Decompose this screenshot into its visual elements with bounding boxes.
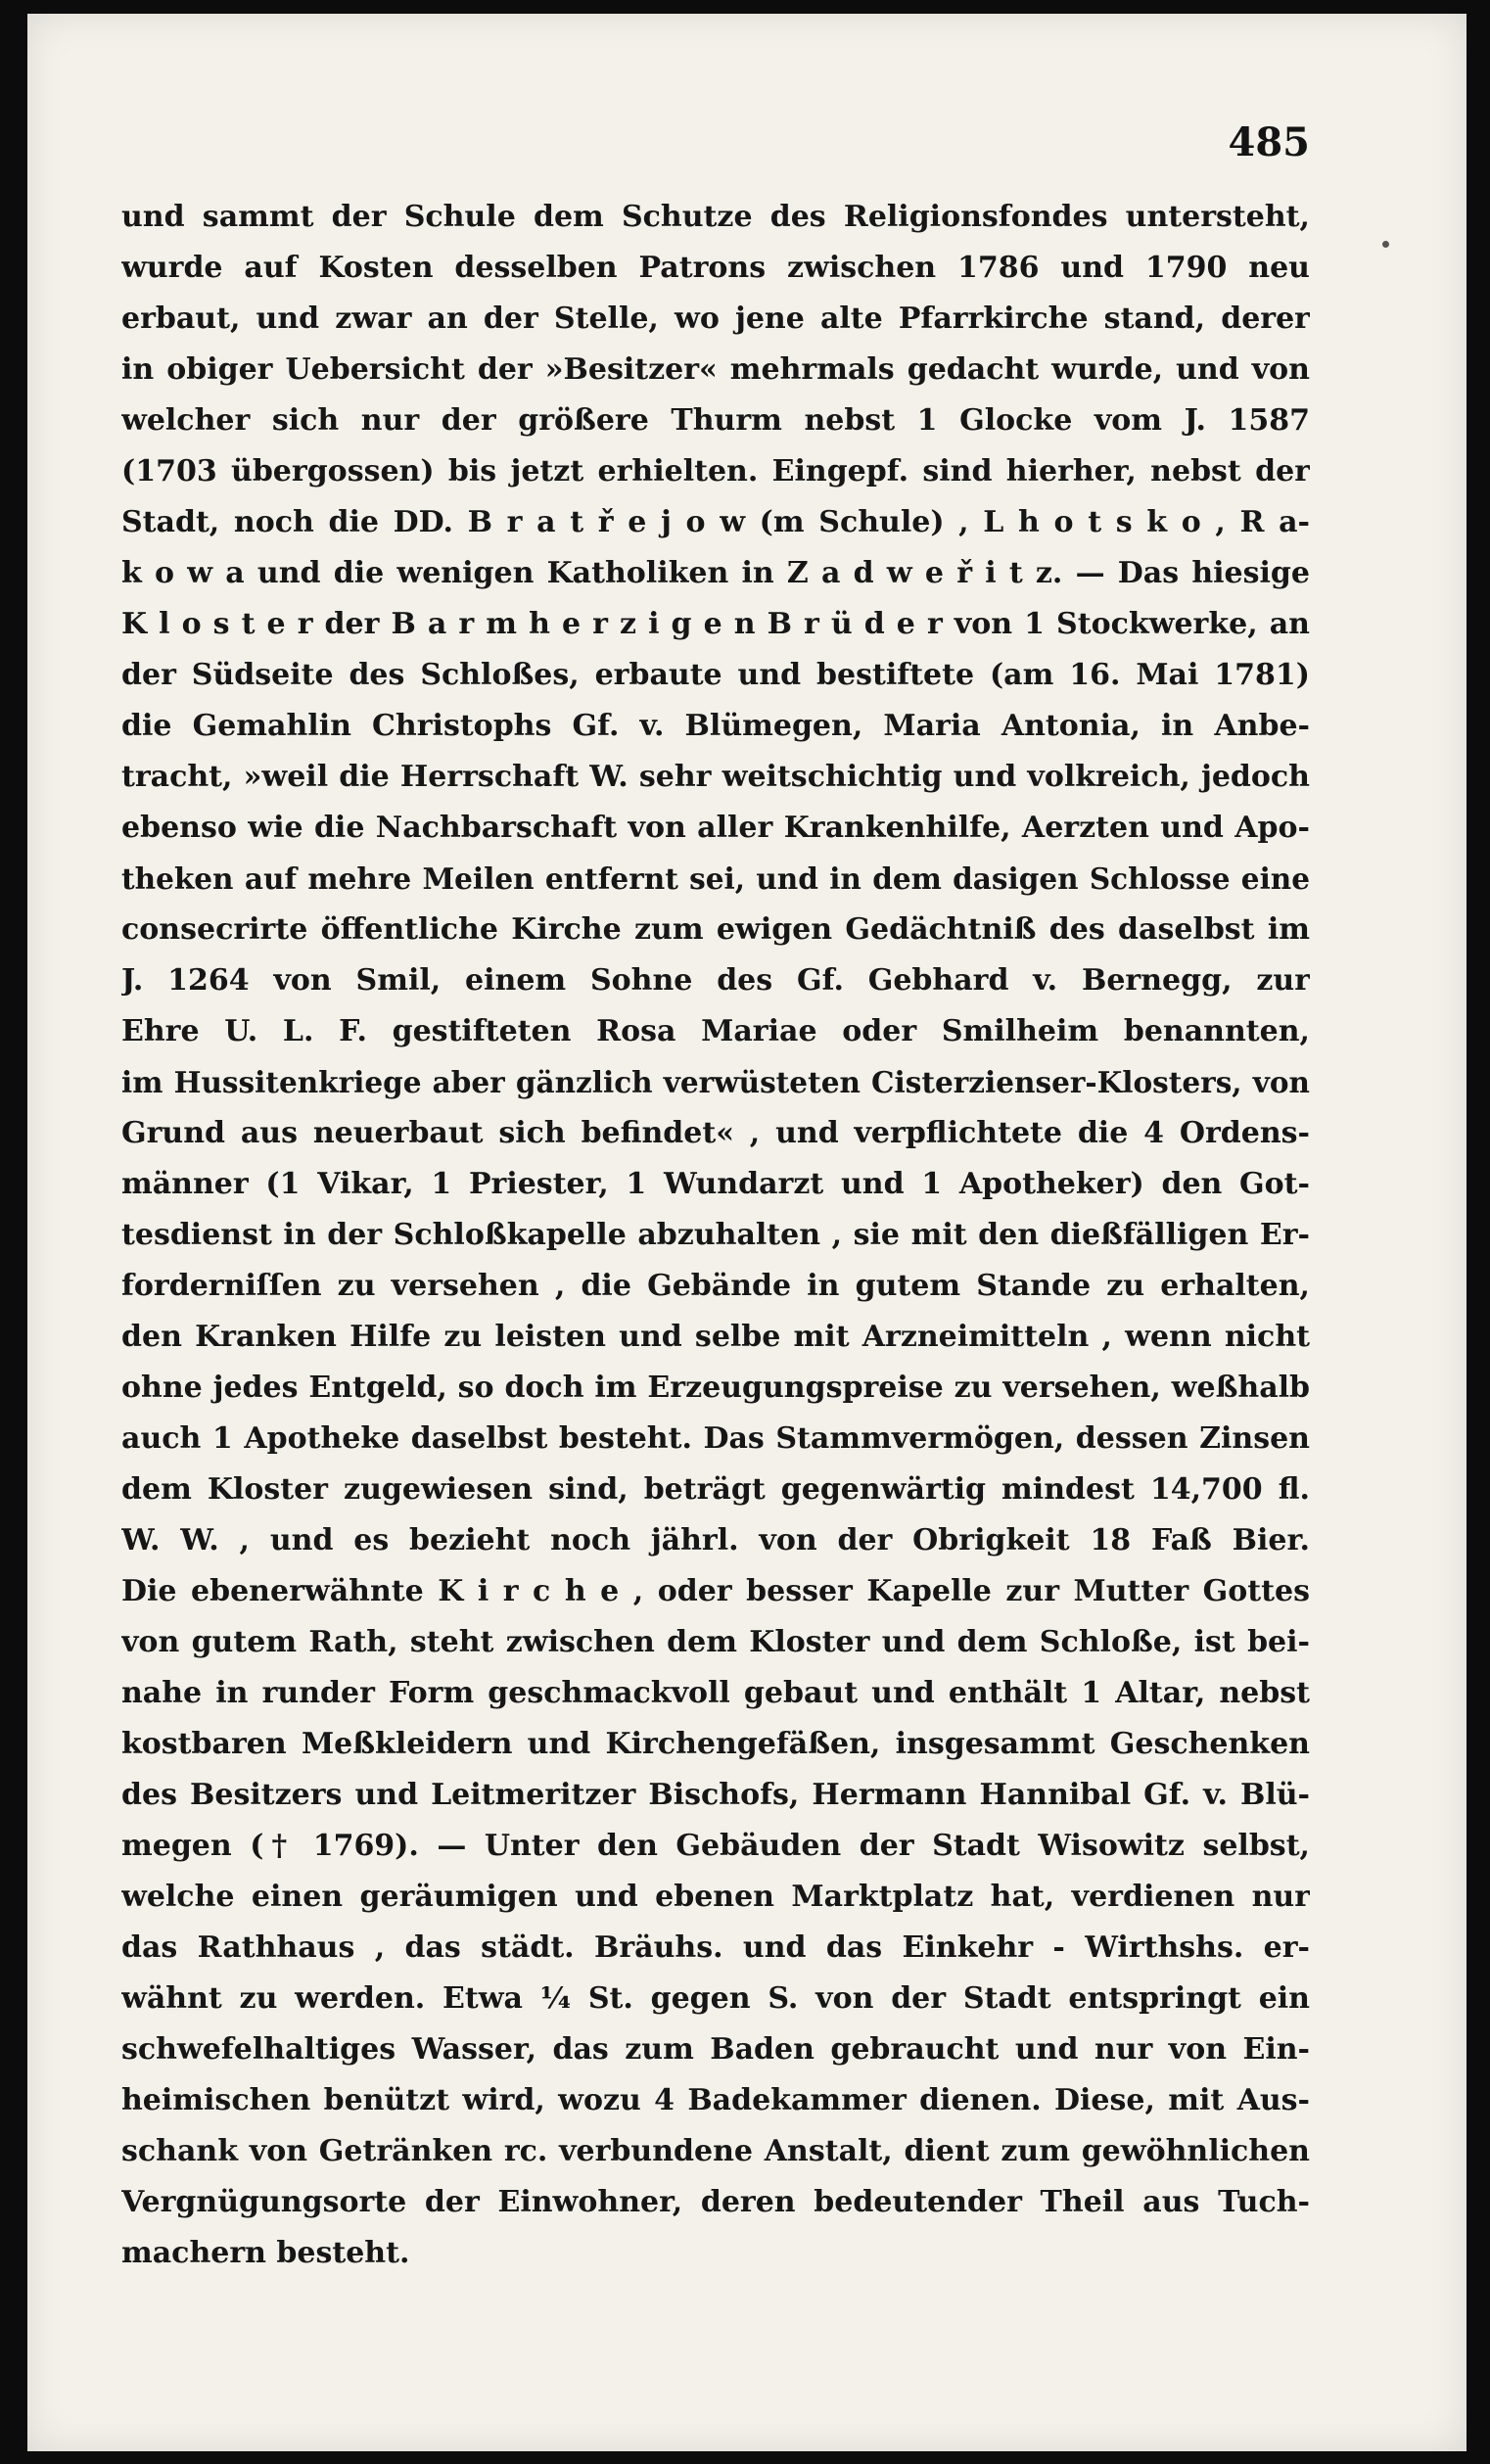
text-line: Vergnügungsorte der Einwohner, deren bedeutender Theil aus Tuch- <box>121 2185 1310 2219</box>
text-line: J. 1264 von Smil, einem Sohne des Gf. Gebhard v. Bernegg, zur <box>121 963 1310 998</box>
text-line: Ehre U. L. F. gestifteten Rosa Mariae oder Smilheim benannten, <box>121 1014 1310 1048</box>
text-line: das Rathhaus , das städt. Bräuhs. und das Einkehr - Wirthshs. er- <box>121 1930 1310 1965</box>
text-line: k o w a und die wenigen Katholiken in Z a d w e ř i t z. — Das hiesige <box>121 556 1310 590</box>
text-line: Stadt, noch die DD. B r a t ř e j o w (m Schule) , L h o t s k o , R a- <box>121 505 1310 539</box>
text-line: männer (1 Vikar, 1 Priester, 1 Wundarzt und 1 Apotheker) den Got- <box>121 1167 1310 1201</box>
text-line: auch 1 Apotheke daselbst besteht. Das Stammvermögen, dessen Zinsen <box>121 1421 1310 1456</box>
text-line: welcher sich nur der größere Thurm nebst 1 Glocke vom J. 1587 <box>121 403 1310 438</box>
text-line: tesdienst in der Schloßkapelle abzuhalten , sie mit den dießfälligen Er- <box>121 1218 1310 1252</box>
text-line: ohne jedes Entgeld, so doch im Erzeugungspreise zu versehen, weßhalb <box>121 1371 1310 1405</box>
text-line: von gutem Rath, steht zwischen dem Kloster und dem Schloße, ist bei- <box>121 1625 1310 1659</box>
text-line: megen († 1769). — Unter den Gebäuden der Stadt Wisowitz selbst, <box>121 1829 1310 1863</box>
text-line: des Besitzers und Leitmeritzer Bischofs, Hermann Hannibal Gf. v. Blü- <box>121 1778 1310 1812</box>
text-line: wurde auf Kosten desselben Patrons zwischen 1786 und 1790 neu <box>121 251 1310 285</box>
text-line: die Gemahlin Christophs Gf. v. Blümegen, Maria Antonia, in Anbe- <box>121 709 1310 743</box>
text-line: im Hussitenkriege aber gänzlich verwüsteten Cisterzienser-Klosters, von <box>121 1065 1310 1099</box>
page-number: 485 <box>1228 119 1310 165</box>
text-line: und sammt der Schule dem Schutze des Religionsfondes untersteht, <box>121 200 1310 234</box>
body-text <box>121 192 1310 2279</box>
text-line: schwefelhaltiges Wasser, das zum Baden gebraucht und nur von Ein- <box>121 2032 1310 2067</box>
text-line: Die ebenerwähnte K i r c h e , oder besser Kapelle zur Mutter Gottes <box>121 1574 1310 1608</box>
text-line: dem Kloster zugewiesen sind, beträgt gegenwärtig mindest 14,700 fl. <box>121 1472 1310 1507</box>
text-line: in obiger Uebersicht der »Besitzer« mehrmals gedacht wurde, und von <box>121 352 1310 387</box>
book-page <box>27 14 1467 2451</box>
text-line: nahe in runder Form geschmackvoll gebaut und enthält 1 Altar, nebst <box>121 1676 1310 1710</box>
text-line: (1703 übergossen) bis jetzt erhielten. Eingepf. sind hierher, nebst der <box>121 454 1310 488</box>
text-line: Grund aus neuerbaut sich befindet« , und verpflichtete die 4 Ordens- <box>121 1116 1310 1150</box>
text-line: den Kranken Hilfe zu leisten und selbe mit Arzneimitteln , wenn nicht <box>121 1320 1310 1354</box>
text-line: heimischen benützt wird, wozu 4 Badekammer dienen. Diese, mit Aus- <box>121 2083 1310 2117</box>
text-line: erbaut, und zwar an der Stelle, wo jene alte Pfarrkirche stand, derer <box>121 302 1310 336</box>
text-line: K l o s t e r der B a r m h e r z i g e n B r ü d e r von 1 Stockwerke, an <box>121 607 1310 641</box>
text-line: schank von Getränken rc. verbundene Anstalt, dient zum gewöhnlichen <box>121 2134 1310 2168</box>
text-line: W. W. , und es bezieht noch jährl. von der Obrigkeit 18 Faß Bier. <box>121 1523 1310 1557</box>
text-line: der Südseite des Schloßes, erbaute und bestiftete (am 16. Mai 1781) <box>121 658 1310 692</box>
text-line: consecrirte öffentliche Kirche zum ewigen Gedächtniß des daselbst im <box>121 912 1310 947</box>
text-line: welche einen geräumigen und ebenen Marktplatz hat, verdienen nur <box>121 1880 1310 1914</box>
text-line: kostbaren Meßkleidern und Kirchengefäßen, insgesammt Geschenken <box>121 1727 1310 1761</box>
text-line: tracht, »weil die Herrschaft W. sehr weitschichtig und volkreich, jedoch <box>121 760 1310 794</box>
text-line: forderniſſen zu versehen , die Gebände in gutem Stande zu erhalten, <box>121 1269 1310 1303</box>
text-line: theken auf mehre Meilen entfernt sei, und in dem dasigen Schlosse eine <box>121 861 1310 896</box>
text-line: wähnt zu werden. Etwa ¼ St. gegen S. von der Stadt entspringt ein <box>121 1981 1310 2016</box>
paper-speck <box>1382 241 1389 248</box>
text-line: machern besteht. <box>121 2236 410 2270</box>
text-line: ebenso wie die Nachbarschaft von aller Krankenhilfe, Aerzten und Apo- <box>121 811 1310 845</box>
